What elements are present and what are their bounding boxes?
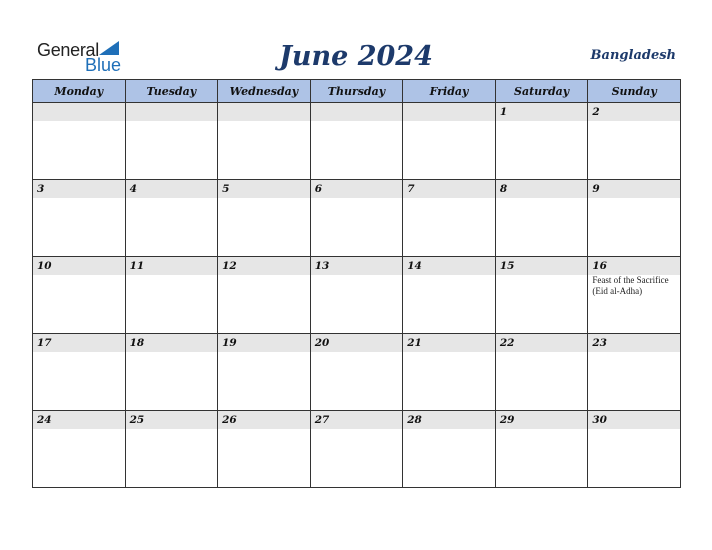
day-number: 19	[222, 337, 237, 349]
day-cell	[310, 257, 403, 334]
day-cell	[588, 411, 681, 488]
day-number: 15	[499, 260, 515, 272]
day-cell	[33, 180, 126, 257]
day-number: 18	[129, 337, 145, 349]
day-number: 20	[314, 337, 330, 349]
week-row	[33, 257, 681, 334]
weekday-header-row	[33, 80, 681, 103]
day-cell	[403, 257, 496, 334]
week-row	[33, 411, 681, 488]
day-number-bar	[496, 103, 588, 121]
holiday-label: Feast of the Sacrifice (Eid al-Adha)	[592, 275, 669, 296]
day-cell	[403, 334, 496, 411]
day-number-bar	[33, 180, 125, 198]
day-cell	[403, 103, 496, 180]
calendar-grid	[32, 79, 681, 488]
weekday-header: Sunday	[588, 80, 681, 103]
day-number-bar	[218, 103, 310, 121]
day-cell	[310, 180, 403, 257]
day-number-bar	[311, 103, 403, 121]
day-number: 3	[37, 183, 45, 195]
week-row	[33, 334, 681, 411]
week-row	[33, 103, 681, 180]
day-cell	[310, 334, 403, 411]
day-cell	[218, 180, 311, 257]
day-number: 14	[407, 260, 422, 272]
day-number: 26	[222, 414, 237, 426]
week-row	[33, 180, 681, 257]
day-number-bar	[403, 103, 495, 121]
day-cell	[218, 103, 311, 180]
day-number: 23	[592, 337, 607, 349]
day-cell	[588, 180, 681, 257]
day-cell	[125, 103, 218, 180]
day-number: 17	[37, 337, 52, 349]
day-cell	[495, 103, 588, 180]
day-number: 1	[499, 106, 508, 118]
calendar-title: June 2024	[279, 41, 433, 72]
day-cell	[33, 334, 126, 411]
day-cell	[33, 257, 126, 334]
day-cell	[403, 180, 496, 257]
day-number: 30	[592, 414, 607, 426]
weekday-header: Friday	[403, 80, 496, 103]
day-cell	[125, 411, 218, 488]
day-cell	[218, 334, 311, 411]
day-number-bar	[588, 180, 680, 198]
day-number-bar	[311, 180, 403, 198]
day-number: 2	[592, 106, 600, 118]
weekday-header: Tuesday	[125, 80, 218, 103]
day-number-bar	[33, 103, 125, 121]
day-number-bar	[126, 180, 218, 198]
weekday-header: Thursday	[310, 80, 403, 103]
day-number: 25	[129, 414, 145, 426]
day-cell	[588, 257, 681, 334]
day-cell	[588, 334, 681, 411]
day-number: 12	[222, 260, 237, 272]
day-number-bar	[126, 103, 218, 121]
day-cell	[310, 411, 403, 488]
day-number-bar	[588, 103, 680, 121]
day-cell	[495, 411, 588, 488]
day-number: 22	[499, 337, 515, 349]
logo-word-general: General	[37, 40, 99, 60]
weekday-header: Wednesday	[218, 80, 311, 103]
day-cell	[218, 257, 311, 334]
day-cell	[125, 334, 218, 411]
day-number: 11	[129, 260, 145, 272]
day-number-bar	[403, 180, 495, 198]
day-cell	[310, 103, 403, 180]
day-number-bar	[218, 180, 310, 198]
day-cell	[495, 257, 588, 334]
day-cell	[125, 257, 218, 334]
day-cell	[218, 411, 311, 488]
day-cell	[588, 103, 681, 180]
logo-word-blue: Blue	[85, 55, 122, 75]
day-number: 13	[314, 260, 330, 272]
day-number: 24	[37, 414, 52, 426]
day-cell	[33, 411, 126, 488]
day-number: 5	[222, 183, 230, 195]
day-number: 29	[499, 414, 515, 426]
day-number: 4	[129, 183, 137, 195]
day-cell	[403, 411, 496, 488]
weekday-header: Saturday	[495, 80, 588, 103]
day-number: 10	[37, 260, 52, 272]
day-cell	[495, 334, 588, 411]
day-number: 8	[499, 183, 508, 195]
day-number: 28	[407, 414, 422, 426]
day-number: 21	[407, 337, 422, 349]
day-cell	[33, 103, 126, 180]
day-cell	[495, 180, 588, 257]
day-number: 7	[407, 183, 415, 195]
day-number-bar	[496, 180, 588, 198]
day-number: 9	[592, 183, 600, 195]
day-number: 6	[314, 183, 322, 195]
country-label: Bangladesh	[590, 48, 676, 63]
day-cell	[125, 180, 218, 257]
weekday-header: Monday	[33, 80, 126, 103]
day-number: 27	[314, 414, 330, 426]
day-number: 16	[592, 260, 607, 272]
